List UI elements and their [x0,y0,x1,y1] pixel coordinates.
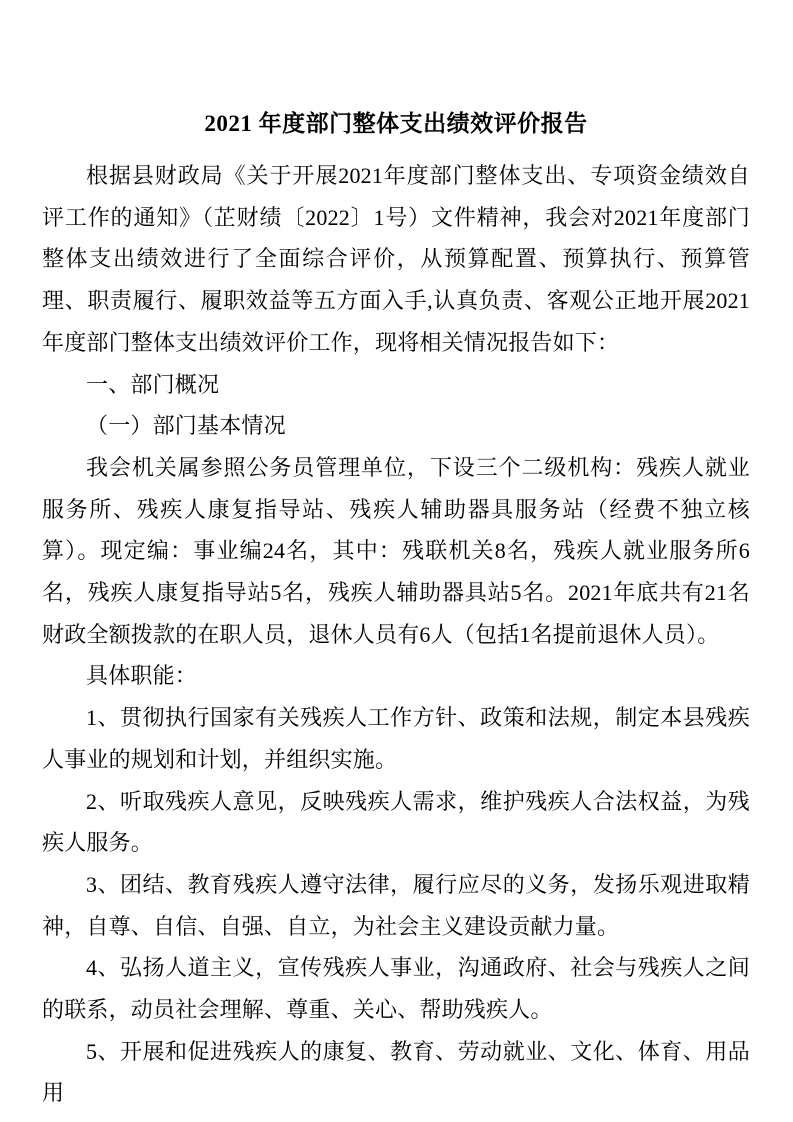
paragraph-function-2: 2、听取残疾人意见，反映残疾人需求，维护残疾人合法权益，为残疾人服务。 [42,788,750,856]
paragraph-function-5: 5、开展和促进残疾人的康复、教育、劳动就业、文化、体育、用品用 [42,1038,750,1106]
document-title: 2021 年度部门整体支出绩效评价报告 [204,111,588,136]
paragraph-function-1: 1、贯彻执行国家有关残疾人工作方针、政策和法规，制定本县残疾人事业的规划和计划，并组织实施。 [42,705,750,772]
paragraph-functions-label: 具体职能： [86,663,198,689]
paragraph-function-3: 3、团结、教育残疾人遵守法律，履行应尽的义务，发扬乐观进取精神，自尊、自信、自强、自立，为社会主义建设贡献力量。 [42,871,750,939]
paragraph-function-4: 4、弘扬人道主义，宣传残疾人事业，沟通政府、社会与残疾人之间的联系，动员社会理解、尊重、关心、帮助残疾人。 [42,955,750,1023]
paragraph-department-overview: 我会机关属参照公务员管理单位，下设三个二级机构：残疾人就业服务所、残疾人康复指导站、残疾人辅助器具服务站（经费不独立核算）。现定编：事业编24名，其中：残联机关8名，残疾人就业服务所6名，残疾人康复指导站5名，残疾人辅助器具站5名。2021年底共有21名财政全额拨款的在职人员，退休人员有6人（包括1名提前退休人员）。 [42,454,750,647]
heading-section-1: 一、部门概况 [86,371,220,397]
heading-section-1-1: （一）部门基本情况 [86,413,286,439]
paragraph-intro: 根据县财政局《关于开展2021年度部门整体支出、专项资金绩效自评工作的通知》（芷财绩〔2022〕1号）文件精神，我会对2021年度部门整体支出绩效进行了全面综合评价，从预算配置、预算执行、预算管理、职责履行、履职效益等五方面入手,认真负责、客观公正地开展2021年度部门整体支出绩效评价工作，现将相关情况报告如下： [42,163,750,355]
